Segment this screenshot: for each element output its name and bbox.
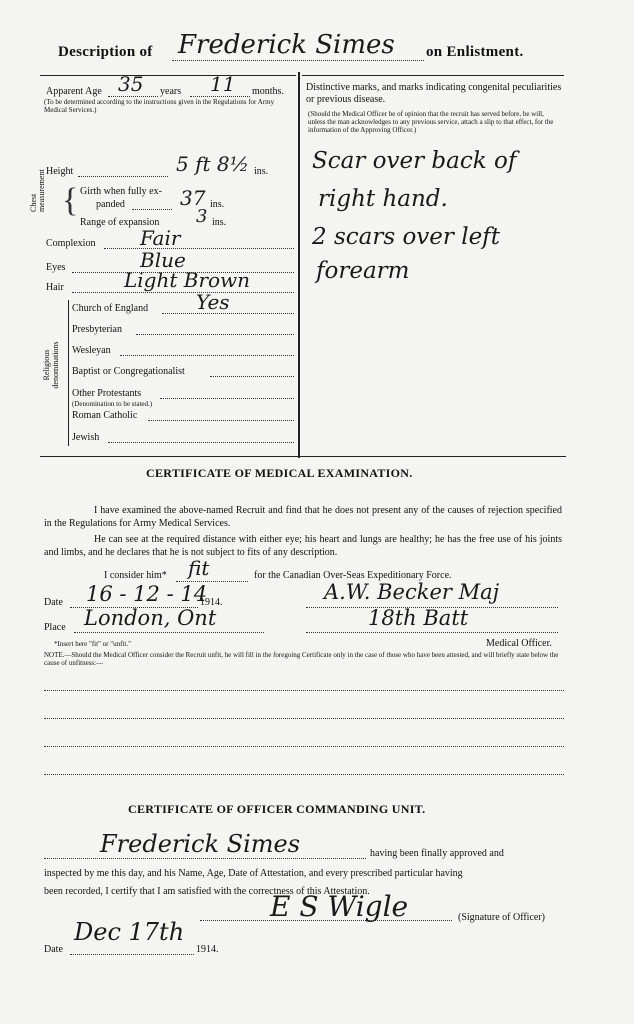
marks-heading: Distinctive marks, and marks indicating congenital peculiarities or previous disease. (306, 82, 562, 105)
officer-line1-suffix: having been finally approved and (370, 848, 504, 859)
height-label: Height (46, 166, 74, 177)
medical-place-value: London, Ont (84, 606, 217, 630)
age-note: (To be determined according to the instructions given in the Regulations for Army Medical Services.) (44, 98, 275, 114)
age-months-value: 11 (210, 72, 236, 96)
months-label: months. (252, 86, 284, 97)
officer-year-suffix: 1914. (196, 944, 219, 955)
insert-note: *Insert here "fit" or "unfit." (54, 640, 131, 648)
commanding-officer-signature: E S Wigle (270, 890, 409, 923)
medical-place-label: Place (44, 622, 66, 633)
girth-value: 37 (180, 186, 206, 210)
marks-line-3: 2 scars over left (312, 224, 500, 250)
unfitness-line-2 (44, 718, 564, 719)
officer-certificate-title: CERTIFICATE OF OFFICER COMMANDING UNIT. (128, 802, 426, 816)
hair-label: Hair (46, 282, 64, 293)
frame-bottom (40, 456, 566, 457)
header-prefix: Description of (58, 44, 153, 60)
unfitness-line-3 (44, 746, 564, 747)
religion-line-other-protestants (160, 398, 294, 399)
unfitness-line-4 (44, 774, 564, 775)
height-value: 5 ft 8½ (176, 152, 249, 176)
officer-line3: been recorded, I certify that I am satisfied with the correctness of this Attestation. (44, 886, 370, 897)
religion-label-wesleyan: Wesleyan (72, 345, 111, 356)
chest-brace: { (62, 182, 79, 219)
age-years-value: 35 (118, 72, 144, 96)
marks-line-2: right hand. (318, 186, 448, 212)
medical-paragraph-1: I have examined the above-named Recruit and find that he does not present any of the causes of rejection specified in the Regulations for Army Medical Services. (44, 505, 562, 529)
medical-date-value: 16 - 12 - 14 (86, 582, 208, 606)
unfitness-line-1 (44, 690, 564, 691)
eyes-value: Blue (140, 248, 186, 272)
girth-label-2: panded (96, 199, 125, 210)
religion-label-other-protestants: Other Protestants (72, 388, 142, 399)
marks-line-4: forearm (316, 258, 410, 284)
eyes-label: Eyes (46, 262, 66, 273)
religion-bracket (68, 300, 69, 446)
religion-value-church-of-england: Yes (196, 290, 230, 314)
header-suffix: on Enlistment. (426, 44, 524, 60)
medical-officer-label: Medical Officer. (486, 638, 552, 649)
consider-suffix: for the Canadian Over-Seas Expeditionary Force. (254, 570, 452, 581)
apparent-age-label: Apparent Age (46, 86, 102, 97)
medical-unfit-note: NOTE.—Should the Medical Officer consider the Recruit unfit, he will fill in the foregoing Certificate only in the case of those who have been attested, and will briefly state below the cause of unfitness:— (44, 651, 559, 667)
religion-label-roman-catholic: Roman Catholic (72, 410, 138, 421)
religion-label-baptist: Baptist or Congregationalist (72, 366, 185, 377)
medical-paragraph-2: He can see at the required distance with either eye; his heart and lungs are healthy; he has the free use of his joints and limbs, and he declares that he is not subject to fits of any description. (44, 534, 562, 558)
religion-line-baptist (210, 376, 294, 377)
complexion-value: Fair (140, 226, 181, 250)
medical-year-suffix: 1914. (200, 597, 223, 608)
medical-place-line (74, 632, 264, 633)
medical-date-label: Date (44, 597, 63, 608)
girth-label-1: Girth when fully ex- (80, 186, 162, 197)
height-unit: ins. (254, 166, 269, 177)
header-name-line (172, 60, 424, 61)
religion-label-presbyterian: Presbyterian (72, 324, 122, 335)
medical-officer-signature: A.W. Becker Maj (324, 580, 500, 604)
column-divider (298, 72, 300, 458)
officer-line2: inspected by me this day, and his Name, Age, Date of Attestation, and every prescribed particular having (44, 868, 463, 879)
range-unit: ins. (212, 217, 227, 228)
chest-side-label: Chest measurement (29, 169, 46, 212)
religion-line-presbyterian (136, 334, 294, 335)
girth-unit: ins. (210, 199, 225, 210)
officer-date-line (70, 954, 194, 955)
officer-date-value: Dec 17th (74, 918, 185, 946)
religion-line-wesleyan (120, 355, 294, 356)
frame-top-right (302, 75, 564, 76)
complexion-line (104, 248, 294, 249)
age-months-line (190, 96, 250, 97)
religion-label-church-of-england: Church of England (72, 303, 149, 314)
signature-of-officer-label: (Signature of Officer) (458, 912, 546, 923)
medical-officer-unit: 18th Batt (368, 606, 469, 630)
medical-unit-line (306, 632, 558, 633)
complexion-label: Complexion (46, 238, 96, 249)
consider-prefix: I consider him* (104, 570, 167, 581)
recruit-signature-line (44, 858, 366, 859)
age-years-line (108, 96, 158, 97)
officer-signature-line (200, 920, 452, 921)
marks-line-1: Scar over back of (312, 148, 517, 174)
religion-label-jewish: Jewish (72, 432, 100, 443)
officer-date-label: Date (44, 944, 63, 955)
fitness-value: fit (188, 556, 210, 580)
hair-value: Light Brown (124, 268, 251, 292)
religion-side-label: Religious denominations (42, 341, 60, 389)
frame-top-left (40, 75, 296, 76)
denomination-note: (Denomination to be stated.) (72, 400, 153, 408)
recruit-signature: Frederick Simes (100, 830, 301, 858)
recruit-name: Frederick Simes (178, 30, 395, 60)
height-lead-line (78, 176, 168, 177)
marks-note: (Should the Medical Officer be of opinion that the recruit has served before, he will, unless the man acknowledges to any previous service, attach a slip to that effect, for the information of the Approving Officer.) (308, 110, 554, 134)
religion-line-jewish (108, 442, 294, 443)
hair-line (72, 292, 294, 293)
range-label: Range of expansion (80, 217, 160, 228)
years-label: years (160, 86, 182, 97)
range-value: 3 (196, 206, 208, 227)
religion-line-roman-catholic (148, 420, 294, 421)
girth-lead-line (132, 209, 172, 210)
medical-certificate-title: CERTIFICATE OF MEDICAL EXAMINATION. (146, 466, 413, 480)
